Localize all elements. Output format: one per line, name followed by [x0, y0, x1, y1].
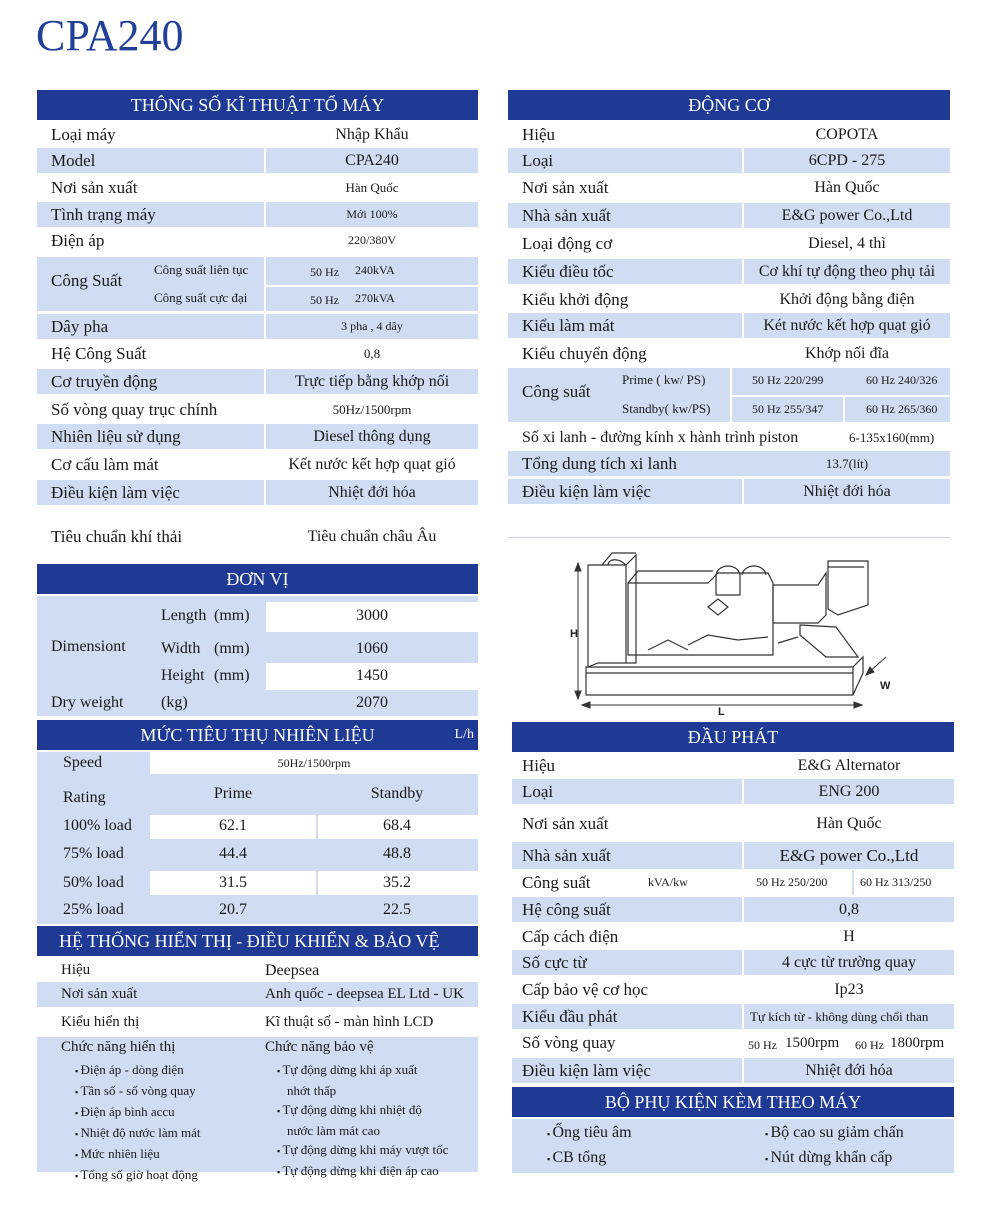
engine-row: Kiểu khởi động Khởi động bằng điện [522, 290, 915, 309]
engine-row: Loại động cơ Diesel, 4 thì [522, 234, 886, 253]
engine-row: Điều kiện làm việc Nhiệt đới hóa [508, 479, 950, 504]
spec-row: Model CPA240 [37, 148, 478, 173]
alternator-speed-row: Số vòng quay 50 Hz 1500rpm 60 Hz 1800rpm [522, 1033, 945, 1052]
spec-row: Nhiên liệu sử dụng Diesel thông dụng [37, 424, 478, 449]
engine-row: Tổng dung tích xi lanh 13.7(lít) [508, 451, 950, 476]
engine-header: ĐỘNG CƠ [508, 90, 950, 120]
spec-row: Điện áp 220/380V [37, 228, 478, 253]
control-block: Hiệu Deepsea Nơi sản xuất Anh quốc - deepsea EL Ltd - UK Kiểu hiển thị Kĩ thuật số - màn hình LCD Chức năng hiển thị Chức năng bảo vệ ▪ Điện áp - dòng điện ▪ Tần số - số vòng quay ▪ Điện áp bình accu ▪ Nhiệt độ nước làm mát ▪ Mức nhiên liệu ▪ Tổng số giờ hoạt động ▪ Tự động dừng khi áp xuất nhớt thấp ▪ Tự động dừng khi nhiệt độ nước làm mát cao ▪ Tự động dừng khi máy vượt tốc ▪ Tự động dừng khi điện áp cao [37, 958, 478, 1172]
page-title: CPA240 [36, 11, 184, 60]
alternator-power-row: Công suất kVA/kw 50 Hz 250/200 60 Hz 313/250 [512, 870, 954, 895]
fuel-block: Speed 50Hz/1500rpm Rating Prime Standby 100% load 62.1 68.4 75% load 44.4 48.8 50% load 31.5 35.2 25% load 20.7 22.5 [37, 752, 478, 924]
alternator-row: Loại ENG 200 [512, 779, 954, 804]
unit-block: Dimensiont Length (mm) Width (mm) Height (mm) Dry weight (kg) 3000 1060 1450 2070 [37, 596, 478, 716]
engine-power-block: Công suất Prime ( kw/ PS) 50 Hz 220/299 60 Hz 240/326 Standby( kw/PS) 50 Hz 255/347 60 Hz 265/360 [508, 368, 950, 422]
engine-row: Số xi lanh - đường kính x hành trình piston 6-135x160(mm) [522, 429, 935, 446]
accessory-item: ▪ Nút dừng khẩn cấp [765, 1149, 892, 1167]
alternator-header: ĐẦU PHÁT [512, 722, 954, 752]
alternator-row: Nơi sản xuất Hàn Quốc [522, 814, 882, 833]
engine-row: Kiểu điều tốc Cơ khí tự động theo phụ tải [508, 259, 950, 284]
accessories-header: BỘ PHỤ KIỆN KÈM THEO MÁY [512, 1087, 954, 1117]
engine-row: Kiểu chuyển động Khớp nối đĩa [522, 344, 889, 363]
control-header: HỆ THỐNG HIỂN THỊ - ĐIỀU KHIỂN & BẢO VỆ [37, 926, 478, 956]
engine-row: Hiệu COPOTA [522, 125, 879, 144]
accessories-block [512, 1119, 954, 1173]
diagram-h-label: H [570, 628, 578, 640]
spec-row: Dây pha 3 pha , 4 dây [37, 314, 478, 339]
spec-row: Tiêu chuẩn khí thải Tiêu chuẩn châu Âu [51, 527, 437, 546]
alternator-row: Kiểu đầu phát Tự kích từ - không dùng chổi than [512, 1004, 954, 1029]
accessory-item: ▪ Bộ cao su giảm chấn [765, 1124, 904, 1142]
spec-row: Số vòng quay trục chính 50Hz/1500rpm [37, 397, 478, 422]
spec-row: Tình trạng máy Mới 100% [37, 202, 478, 227]
spec-row: Cơ cấu làm mát Kết nước kết hợp quạt gió [37, 452, 478, 477]
spec-row: Nơi sản xuất Hàn Quốc [37, 175, 478, 200]
fuel-header: MỨC TIÊU THỤ NHIÊN LIỆU L/h [37, 720, 478, 750]
engine-row: Kiểu làm mát Két nước kết hợp quạt gió [508, 313, 950, 338]
spec-row: Loại máy Nhập Khẩu [37, 122, 478, 147]
alternator-row: Nhà sản xuất E&G power Co.,Ltd [512, 842, 954, 869]
alternator-row: Cấp bảo vệ cơ học Ip23 [522, 980, 864, 999]
spec-row: Điều kiện làm việc Nhiệt đới hóa [37, 480, 478, 505]
engine-row: Nơi sản xuất Hàn Quốc [522, 178, 880, 197]
diagram-w-label: W [880, 680, 891, 692]
alternator-row: Số cực từ 4 cực từ trường quay [512, 950, 954, 975]
engine-row: Loại 6CPD - 275 [508, 148, 950, 173]
alternator-row: Hệ công suất 0,8 [512, 897, 954, 922]
alternator-row: Cấp cách điện H [522, 927, 855, 946]
generator-dimension-diagram [568, 545, 898, 715]
accessory-item: ▪ Ống tiêu âm [547, 1124, 632, 1142]
engine-row: Nhà sản xuất E&G power Co.,Ltd [508, 203, 950, 228]
tech-specs-header: THÔNG SỐ KĨ THUẬT TỔ MÁY [37, 90, 478, 120]
spec-row: Hệ Công Suất 0,8 [37, 341, 478, 366]
diagram-l-label: L [718, 706, 725, 715]
alternator-row: Điều kiện làm việc Nhiệt đới hóa [512, 1058, 954, 1083]
alternator-row: Hiệu E&G Alternator [522, 756, 901, 775]
power-block: Công Suất Công suất liên tục 50 Hz 240kVA Công suất cực đại 50 Hz 270kVA [37, 257, 478, 311]
unit-header: ĐƠN VỊ [37, 564, 478, 594]
accessory-item: ▪ CB tổng [547, 1149, 606, 1167]
spec-row: Cơ truyền động Trực tiếp bằng khớp nối [37, 369, 478, 394]
